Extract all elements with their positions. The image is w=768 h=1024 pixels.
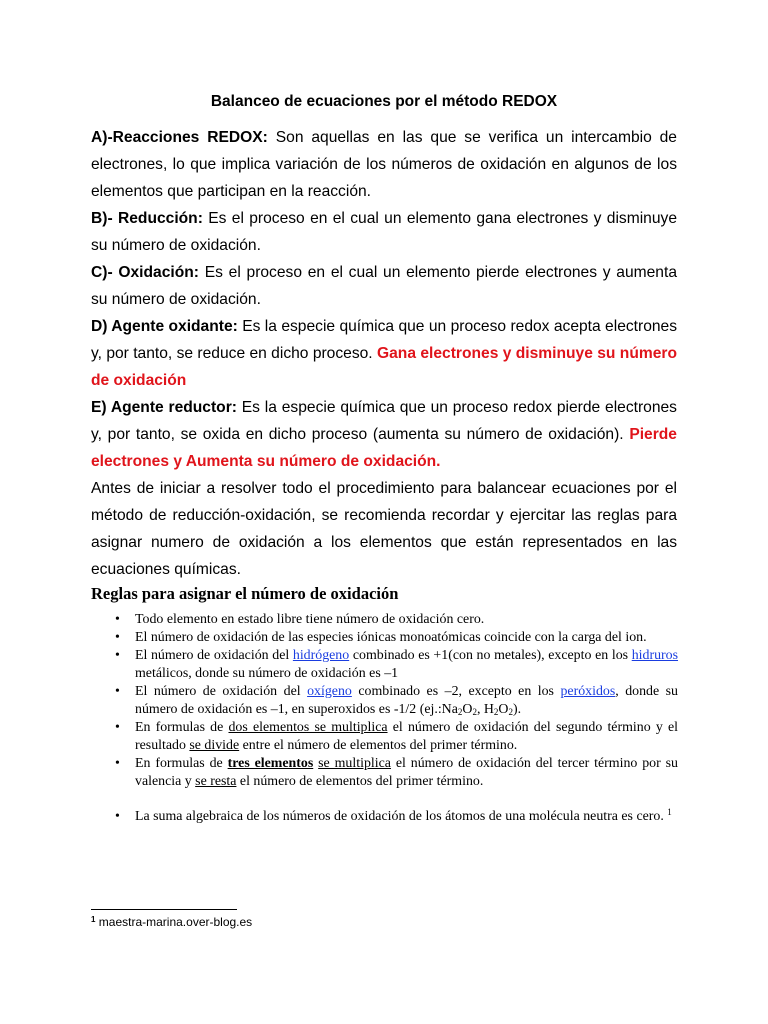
link-peroxidos[interactable]: peróxidos — [560, 684, 616, 699]
definitions-block — [91, 124, 677, 583]
definition-a — [91, 124, 677, 205]
definition-e-label: E) Agente reductor: — [91, 399, 237, 416]
definition-a-label: A)-Reacciones REDOX: — [91, 129, 268, 146]
rule-5-pre: En formulas de — [135, 720, 229, 735]
rule-item — [113, 719, 678, 755]
subscript: 2 — [508, 707, 513, 717]
rule-2-text: El número de oxidación de las especies iónicas monoatómicas coincide con la carga del ion. — [135, 630, 647, 645]
rule-3-mid: combinado es +1(con no metales), excepto en los — [349, 648, 632, 663]
link-hidruros[interactable]: hidruros — [631, 648, 679, 663]
oxygen-symbol: O — [498, 702, 509, 717]
rule-5-mid: el número de oxidación del segundo término y el resultado — [135, 720, 678, 753]
rule-6-post: el número de elementos del primer término. — [236, 774, 484, 789]
rule-item — [113, 683, 678, 719]
rule-7-text: La suma algebraica de los números de oxidación de los átomos de una molécula neutra es cero. — [135, 809, 668, 824]
intro-paragraph: Antes de iniciar a resolver todo el procedimiento para balancear ecuaciones por el método de reducción-oxidación, se recomienda recordar y ejercitar las reglas para asignar numero de oxidación a los elementos que están representados en las ecuaciones químicas. — [91, 480, 677, 578]
definition-e-text: Es la especie química que un proceso redox pierde electrones y, por tanto, se oxida en dicho proceso (aumenta su número de oxidación). — [91, 399, 677, 443]
footnote-number: 1 — [91, 915, 96, 924]
rule-4-post: , donde su número de oxidación es –1, en superoxidos es -1/2 (ej.:Na — [135, 684, 678, 717]
rule-6-mid: el número de oxidación del tercer término por su valencia y — [135, 756, 678, 789]
rule-3-post: metálicos, donde su número de oxidación es –1 — [135, 666, 399, 681]
definition-e-highlight: Pierde electrones y Aumenta su número de oxidación. — [91, 426, 677, 470]
bullet-icon: • — [115, 648, 120, 663]
rule-item — [113, 629, 678, 647]
footnote-text: maestra-marina.over-blog.es — [95, 915, 253, 929]
rule-4-mid: combinado es –2, excepto en los — [351, 684, 561, 699]
definition-b — [91, 205, 677, 259]
rule-1-text: Todo elemento en estado libre tiene número de oxidación cero. — [135, 612, 485, 627]
footnote-reference[interactable]: 1 — [667, 807, 672, 817]
rule-6-pre: En formulas de — [135, 756, 228, 771]
bullet-icon: • — [115, 612, 120, 627]
oxygen-symbol: O — [462, 702, 473, 717]
bullet-icon: • — [115, 720, 120, 735]
subscript: 2 — [457, 707, 463, 717]
rule-item — [113, 755, 678, 791]
rule-6-underlined-3: se resta — [195, 774, 237, 789]
rule-4-pre: El número de oxidación del — [135, 684, 308, 699]
rule-3-pre: El número de oxidación del — [135, 648, 293, 663]
rule-4-comma: , H — [476, 702, 494, 717]
footnote — [91, 915, 252, 929]
rule-4-end: ). — [512, 702, 522, 717]
bullet-icon: • — [115, 756, 120, 771]
definition-b-label: B)- Reducción: — [91, 210, 203, 227]
definition-a-text: Son aquellas en las que se verifica un intercambio de electrones, lo que implica variación de los números de oxidación en algunos de los elementos que participan en la reacción. — [91, 129, 677, 200]
subscript: 2 — [472, 707, 477, 717]
rule-6-underlined-2: se multiplica — [318, 756, 391, 771]
rule-5-underlined-2: se divide — [189, 738, 240, 753]
rule-item — [113, 647, 678, 683]
rule-5-post: entre el número de elementos del primer término. — [239, 738, 518, 753]
rules-list — [113, 611, 678, 826]
definition-c-label: C)- Oxidación: — [91, 264, 199, 281]
definition-d-highlight: Gana electrones y disminuye su número de oxidación — [91, 345, 677, 389]
definition-c-text: Es el proceso en el cual un elemento pierde electrones y aumenta su número de oxidación. — [91, 264, 677, 308]
bullet-icon: • — [115, 630, 120, 645]
definition-d-label: D) Agente oxidante: — [91, 318, 238, 335]
rules-heading: Reglas para asignar el número de oxidación — [91, 584, 399, 603]
rule-item — [113, 808, 678, 826]
definition-b-text: Es el proceso en el cual un elemento gana electrones y disminuye su número de oxidación. — [91, 210, 677, 254]
link-oxigeno[interactable]: oxígeno — [307, 684, 352, 699]
definition-d — [91, 313, 677, 394]
bullet-icon: • — [115, 684, 120, 699]
link-hidrogeno[interactable]: hidrógeno — [292, 648, 350, 663]
page-title: Balanceo de ecuaciones por el método REDOX — [210, 93, 558, 110]
rule-item — [113, 611, 678, 629]
definition-d-text: Es la especie química que un proceso redox acepta electrones y, por tanto, se reduce en dicho proceso. — [91, 318, 678, 362]
definition-c — [91, 259, 677, 313]
rule-5-underlined-1: dos elementos se multiplica — [228, 720, 388, 735]
footnote-separator — [91, 909, 237, 910]
bullet-icon: • — [115, 809, 120, 824]
rule-6-underlined-bold: tres elementos — [227, 756, 314, 771]
subscript: 2 — [493, 707, 499, 717]
definition-e — [91, 394, 677, 475]
